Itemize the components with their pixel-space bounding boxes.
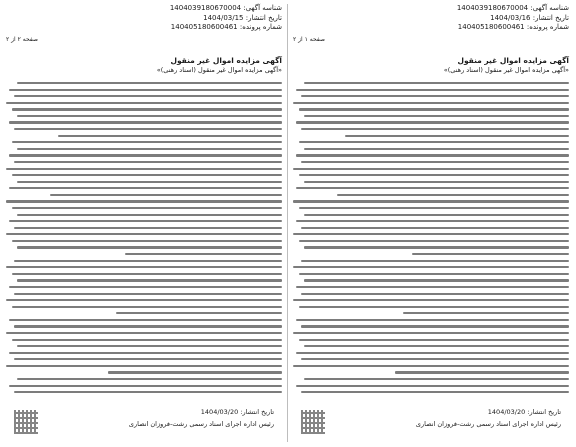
body-text-line <box>337 194 569 196</box>
body-text-line <box>6 102 282 104</box>
notice-date: تاریخ انتشار: 1404/03/15 <box>203 13 282 22</box>
body-text-line <box>304 378 569 380</box>
notice-body <box>6 82 282 398</box>
notice-subtitle: «آگهی مزایده اموال غیر منقول (اسناد رهنی)» <box>156 66 282 74</box>
body-text-line <box>304 246 569 248</box>
body-text-line <box>304 148 569 150</box>
page-number: صفحه ۲ از ۲ <box>6 36 38 43</box>
body-text-line <box>17 279 282 281</box>
body-text-line <box>9 385 282 387</box>
body-text-line <box>412 253 569 255</box>
body-text-line <box>9 187 282 189</box>
body-text-line <box>304 345 569 347</box>
body-text-line <box>304 214 569 216</box>
body-text-line <box>9 121 282 123</box>
body-text-line <box>299 339 569 341</box>
publish-date: تاریخ انتشار: 1404/03/20 <box>200 408 274 416</box>
body-text-line <box>14 260 282 262</box>
body-text-line <box>6 299 282 301</box>
body-text-line <box>58 135 282 137</box>
body-text-line <box>296 89 569 91</box>
page-number: صفحه ۱ از ۲ <box>293 36 325 43</box>
qr-code-icon <box>301 410 325 434</box>
body-text-line <box>6 233 282 235</box>
signature: رئیس اداره اجرای اسناد رسمی رشت-فروزان انصاری <box>415 420 561 428</box>
body-text-line <box>17 345 282 347</box>
body-text-line <box>296 286 569 288</box>
body-text-line <box>12 108 282 110</box>
body-text-line <box>293 266 569 268</box>
body-text-line <box>301 293 569 295</box>
body-text-line <box>293 365 569 367</box>
body-text-line <box>9 286 282 288</box>
body-text-line <box>9 319 282 321</box>
body-text-line <box>345 135 569 137</box>
notice-meta <box>457 4 569 33</box>
body-text-line <box>304 115 569 117</box>
body-text-line <box>12 273 282 275</box>
notice-subtitle: «آگهی مزایده اموال غیر منقول (اسناد رهنی)» <box>443 66 569 74</box>
body-text-line <box>14 161 282 163</box>
body-text-line <box>50 194 282 196</box>
body-text-line <box>299 273 569 275</box>
body-text-line <box>299 108 569 110</box>
body-text-line <box>14 293 282 295</box>
body-text-line <box>299 174 569 176</box>
body-text-line <box>9 220 282 222</box>
body-text-line <box>14 128 282 130</box>
body-text-line <box>125 253 282 255</box>
body-text-line <box>301 95 569 97</box>
body-text-line <box>12 306 282 308</box>
body-text-line <box>293 332 569 334</box>
body-text-line <box>304 279 569 281</box>
body-text-line <box>299 207 569 209</box>
body-text-line <box>6 365 282 367</box>
body-text-line <box>108 371 282 373</box>
body-text-line <box>293 299 569 301</box>
body-text-line <box>6 266 282 268</box>
body-text-line <box>395 371 569 373</box>
notice-title: آگهی مزایده اموال غیر منقول <box>170 56 282 65</box>
notice-date: تاریخ انتشار: 1404/03/16 <box>490 13 569 22</box>
body-text-line <box>301 260 569 262</box>
publish-date: تاریخ انتشار: 1404/03/20 <box>487 408 561 416</box>
body-text-line <box>299 240 569 242</box>
column-divider <box>287 4 288 442</box>
body-text-line <box>17 214 282 216</box>
notice-right <box>293 0 569 447</box>
body-text-line <box>6 332 282 334</box>
body-text-line <box>293 102 569 104</box>
body-text-line <box>296 319 569 321</box>
body-text-line <box>116 312 282 314</box>
body-text-line <box>14 227 282 229</box>
body-text-line <box>296 154 569 156</box>
body-text-line <box>12 339 282 341</box>
body-text-line <box>14 325 282 327</box>
body-text-line <box>293 233 569 235</box>
body-text-line <box>296 121 569 123</box>
body-text-line <box>9 154 282 156</box>
body-text-line <box>403 312 569 314</box>
body-text-line <box>9 352 282 354</box>
body-text-line <box>9 89 282 91</box>
body-text-line <box>296 385 569 387</box>
body-text-line <box>12 240 282 242</box>
body-text-line <box>301 358 569 360</box>
notice-meta <box>170 4 282 33</box>
notice-id: شناسه آگهی: 1404039180670004 <box>169 4 282 12</box>
body-text-line <box>14 95 282 97</box>
body-text-line <box>12 174 282 176</box>
body-text-line <box>304 181 569 183</box>
notice-header <box>293 4 569 42</box>
case-number: شماره پرونده: 140405180600461 <box>457 23 569 31</box>
body-text-line <box>17 246 282 248</box>
notice-body <box>293 82 569 398</box>
body-text-line <box>301 128 569 130</box>
body-text-line <box>299 306 569 308</box>
body-text-line <box>293 200 569 202</box>
notice-left <box>6 0 282 447</box>
body-text-line <box>17 115 282 117</box>
body-text-line <box>304 82 569 84</box>
body-text-line <box>299 141 569 143</box>
body-text-line <box>14 391 282 393</box>
body-text-line <box>293 168 569 170</box>
body-text-line <box>6 168 282 170</box>
case-number: شماره پرونده: 140405180600461 <box>170 23 282 31</box>
body-text-line <box>301 391 569 393</box>
body-text-line <box>12 141 282 143</box>
body-text-line <box>12 207 282 209</box>
body-text-line <box>301 325 569 327</box>
body-text-line <box>301 161 569 163</box>
body-text-line <box>17 378 282 380</box>
body-text-line <box>17 181 282 183</box>
body-text-line <box>17 148 282 150</box>
signature: رئیس اداره اجرای اسناد رسمی رشت-فروزان انصاری <box>128 420 274 428</box>
notice-id: شناسه آگهی: 1404039180670004 <box>456 4 569 12</box>
body-text-line <box>17 82 282 84</box>
body-text-line <box>301 227 569 229</box>
body-text-line <box>296 220 569 222</box>
body-text-line <box>296 187 569 189</box>
notice-header <box>6 4 282 42</box>
notice-title: آگهی مزایده اموال غیر منقول <box>457 56 569 65</box>
body-text-line <box>14 358 282 360</box>
body-text-line <box>296 352 569 354</box>
qr-code-icon <box>14 410 38 434</box>
body-text-line <box>6 200 282 202</box>
